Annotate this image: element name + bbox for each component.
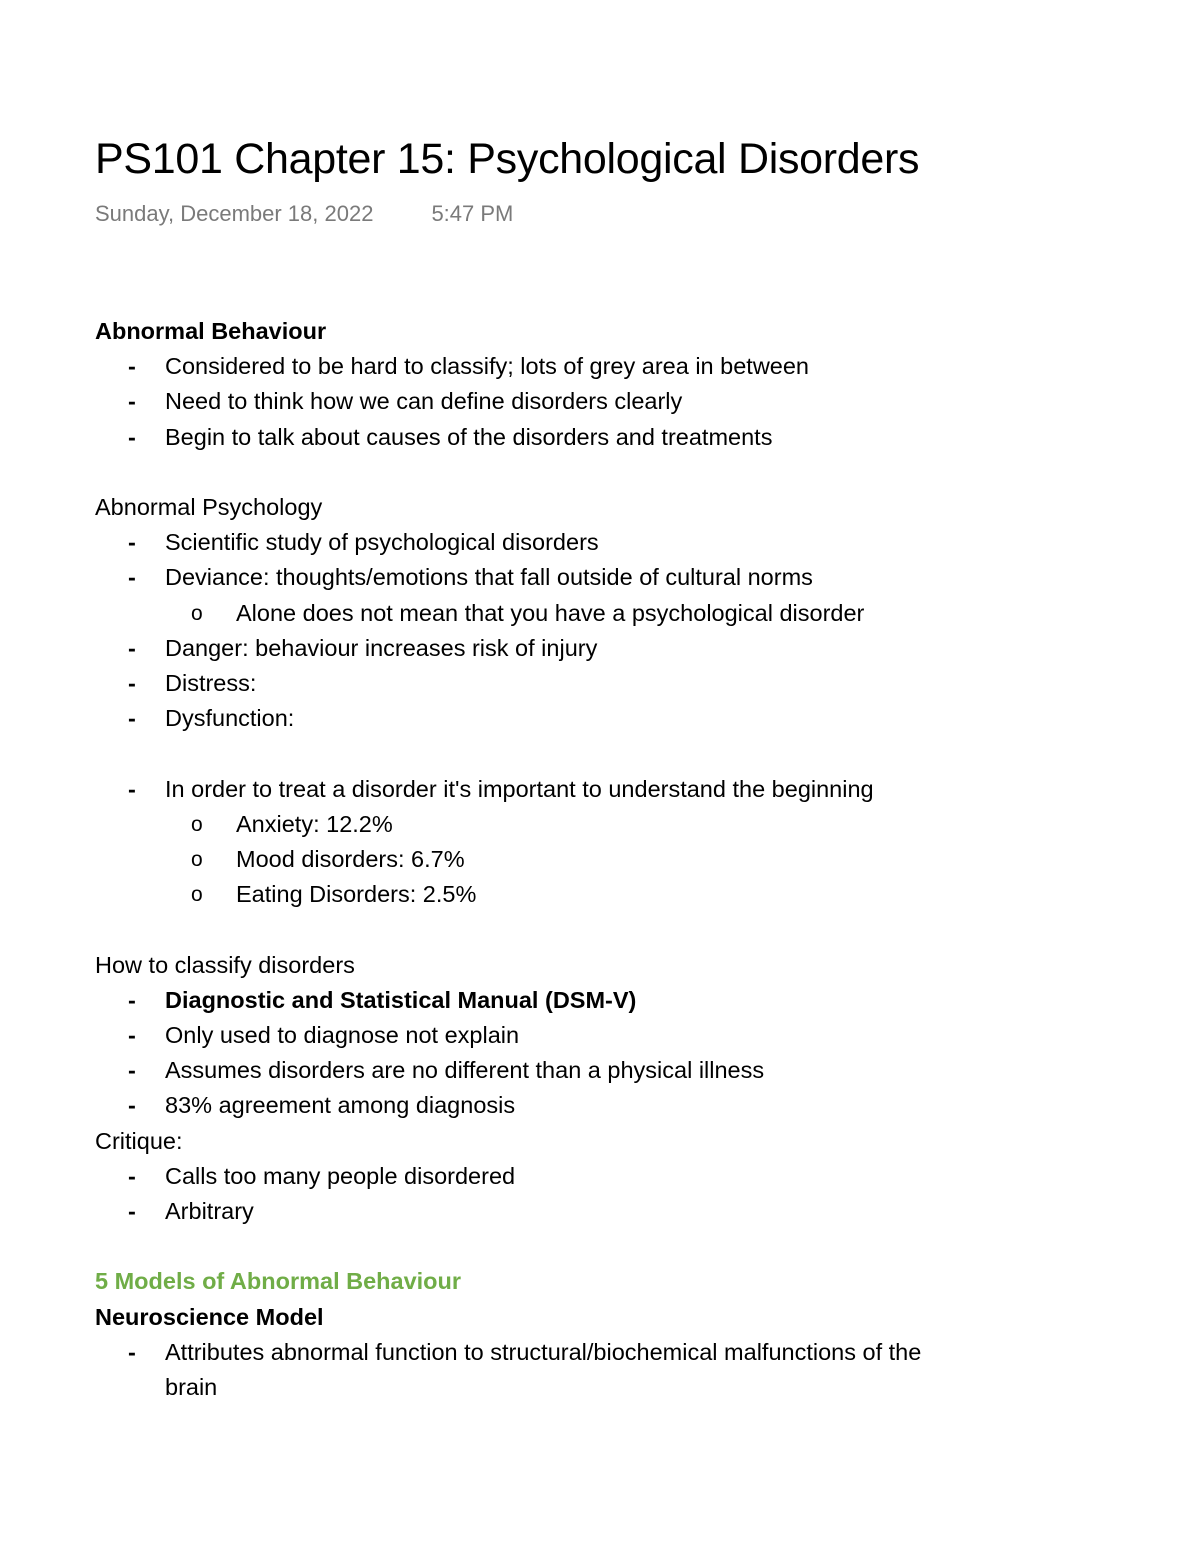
list-item: - In order to treat a disorder it's important to understand the beginning — [95, 772, 1155, 807]
list-item: - Need to think how we can define disorders clearly — [95, 384, 1155, 419]
section-heading-abnormal-psychology: Abnormal Psychology — [95, 494, 323, 520]
list-item: - Attributes abnormal function to structural/biochemical malfunctions of the — [95, 1335, 1155, 1370]
dash-bullet: - — [128, 986, 136, 1013]
section-heading-abnormal-behaviour: Abnormal Behaviour — [95, 318, 327, 344]
page-title: PS101 Chapter 15: Psychological Disorders — [95, 135, 920, 183]
dash-bullet: - — [128, 670, 136, 697]
list-item: - Arbitrary — [95, 1194, 1155, 1229]
dash-bullet: - — [128, 1162, 136, 1189]
sub-list-item: o Alone does not mean that you have a psychological disorder — [95, 596, 1155, 631]
circle-bullet: o — [191, 883, 203, 907]
dash-bullet: - — [128, 634, 136, 661]
list-item: - Considered to be hard to classify; lots of grey area in between — [95, 349, 1155, 384]
dash-bullet: - — [128, 1057, 136, 1084]
circle-bullet: o — [191, 601, 203, 625]
circle-bullet: o — [191, 812, 203, 836]
dash-bullet: - — [128, 1198, 136, 1225]
dash-bullet: - — [128, 423, 136, 450]
list-item: - Assumes disorders are no different than a physical illness — [95, 1053, 1155, 1088]
list-item: - Distress: — [95, 666, 1155, 701]
page-meta — [95, 200, 513, 228]
note-content — [95, 314, 1155, 1405]
list-item: - 83% agreement among diagnosis — [95, 1088, 1155, 1123]
list-item: - Begin to talk about causes of the disorders and treatments — [95, 420, 1155, 455]
page-time: 5:47 PM — [431, 201, 514, 226]
subheading-neuroscience-model: Neuroscience Model — [95, 1303, 324, 1330]
circle-bullet: o — [191, 848, 203, 872]
sub-list-item: o Anxiety: 12.2% — [95, 807, 1155, 842]
dash-bullet: - — [128, 529, 136, 556]
dash-bullet: - — [128, 705, 136, 732]
list-item: - Danger: behaviour increases risk of injury — [95, 631, 1155, 666]
page-date: Sunday, December 18, 2022 — [95, 201, 374, 226]
dash-bullet: - — [128, 1338, 136, 1365]
sub-list-item: o Eating Disorders: 2.5% — [95, 877, 1155, 912]
section-heading-five-models: 5 Models of Abnormal Behaviour — [95, 1268, 462, 1295]
section-heading-classify-disorders: How to classify disorders — [95, 951, 355, 978]
sub-list-item: o Mood disorders: 6.7% — [95, 842, 1155, 877]
list-item: - Calls too many people disordered — [95, 1159, 1155, 1194]
critique-label: Critique: — [95, 1127, 183, 1154]
list-item-continuation: brain — [165, 1374, 218, 1401]
list-item: - Scientific study of psychological disorders — [95, 525, 1155, 560]
dash-bullet: - — [128, 775, 136, 802]
dash-bullet: - — [128, 388, 136, 415]
dash-bullet: - — [128, 564, 136, 591]
list-item: - Dysfunction: — [95, 701, 1155, 736]
dash-bullet: - — [128, 1092, 136, 1119]
dash-bullet: - — [128, 353, 136, 380]
dash-bullet: - — [128, 1022, 136, 1049]
list-item: - Only used to diagnose not explain — [95, 1018, 1155, 1053]
list-item: - Diagnostic and Statistical Manual (DSM-V) — [95, 983, 1155, 1018]
list-item: - Deviance: thoughts/emotions that fall outside of cultural norms — [95, 560, 1155, 595]
